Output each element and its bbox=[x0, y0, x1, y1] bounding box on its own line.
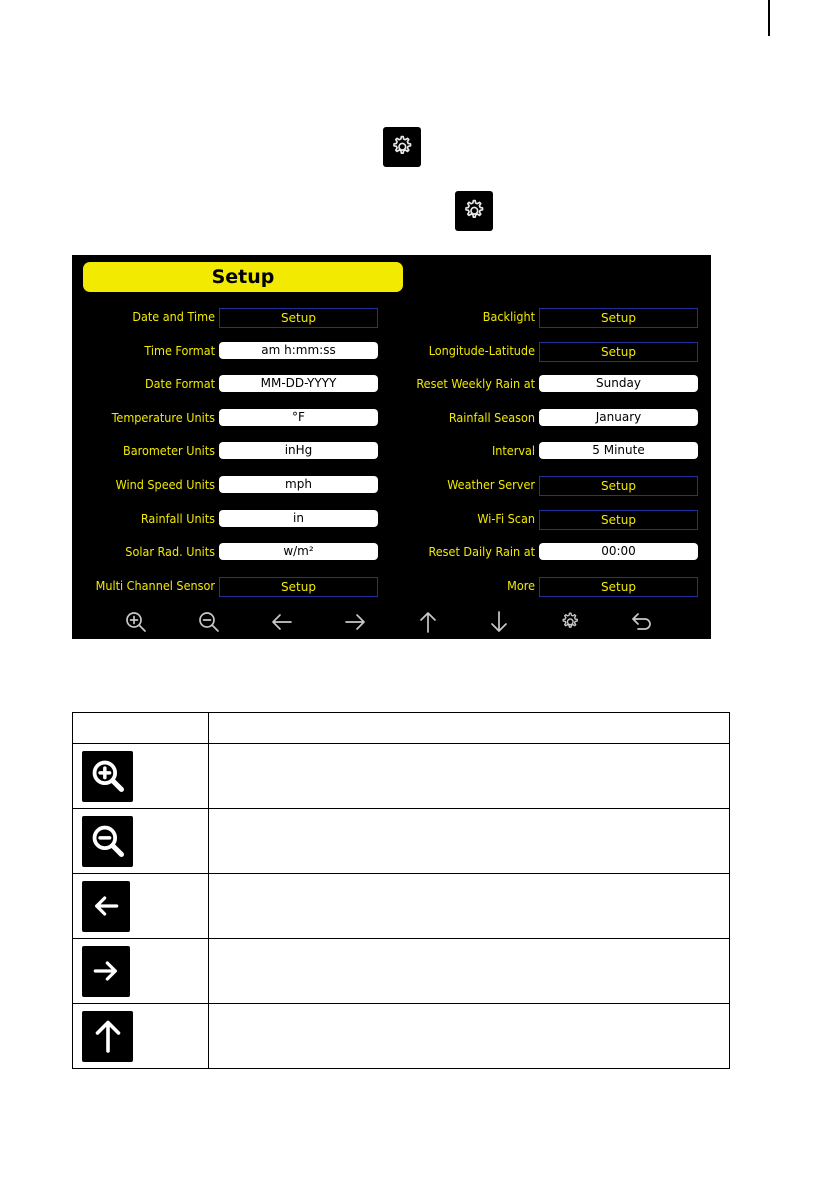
zoom-in-icon bbox=[82, 751, 133, 802]
left-setup-button[interactable]: Setup bbox=[219, 577, 378, 597]
left-setting-value[interactable]: °F bbox=[219, 409, 378, 426]
right-setup-button[interactable]: Setup bbox=[539, 342, 698, 362]
legend-description-cell bbox=[209, 1004, 730, 1069]
screen-title: Setup bbox=[83, 262, 403, 292]
legend-description-cell bbox=[209, 744, 730, 809]
arrow-up-icon bbox=[82, 1011, 133, 1062]
right-setting-label: More bbox=[507, 577, 535, 593]
right-setting-value[interactable]: 00:00 bbox=[539, 543, 698, 560]
right-setting-label: Reset Daily Rain at bbox=[428, 544, 535, 560]
legend-header-icon-cell bbox=[73, 713, 209, 744]
right-setting-label: Weather Server bbox=[447, 477, 535, 492]
arrow-left-icon bbox=[82, 881, 130, 932]
table-row bbox=[73, 939, 730, 1004]
left-setting-value[interactable]: mph bbox=[219, 476, 378, 493]
right-setting-label: Reset Weekly Rain at bbox=[416, 376, 535, 392]
right-setting-value[interactable]: January bbox=[539, 409, 698, 426]
left-setting-value[interactable]: in bbox=[219, 510, 378, 527]
left-setting-value[interactable]: inHg bbox=[219, 442, 378, 459]
legend-header-description-cell bbox=[209, 713, 730, 744]
gear-icon bbox=[383, 127, 421, 167]
left-setting-value[interactable]: w/m² bbox=[219, 543, 378, 560]
page-edge-rule bbox=[768, 0, 770, 36]
table-row bbox=[73, 809, 730, 874]
right-setting-label: Longitude-Latitude bbox=[428, 342, 535, 358]
icon-legend-table bbox=[72, 712, 730, 1069]
right-setup-button[interactable]: Setup bbox=[539, 510, 698, 530]
legend-description-cell bbox=[209, 874, 730, 939]
right-setting-label: Interval bbox=[491, 443, 535, 459]
gear-icon[interactable] bbox=[557, 609, 583, 635]
arrow-right-icon bbox=[82, 946, 130, 997]
right-setting-value[interactable]: 5 Minute bbox=[539, 442, 698, 459]
left-setting-label: Solar Rad. Units bbox=[125, 544, 215, 560]
zoom-out-icon bbox=[82, 816, 133, 867]
legend-description-cell bbox=[209, 939, 730, 1004]
gear-icon bbox=[455, 191, 493, 231]
right-setting-label: Rainfall Season bbox=[448, 409, 535, 425]
arrow-left-icon[interactable] bbox=[269, 609, 295, 635]
arrow-up-icon[interactable] bbox=[415, 609, 441, 635]
right-setup-button[interactable]: Setup bbox=[539, 308, 698, 328]
legend-description-cell bbox=[209, 809, 730, 874]
right-setup-button[interactable]: Setup bbox=[539, 577, 698, 597]
zoom-in-icon[interactable] bbox=[123, 609, 149, 635]
table-row bbox=[73, 1004, 730, 1069]
right-setting-value[interactable]: Sunday bbox=[539, 375, 698, 392]
arrow-down-icon[interactable] bbox=[486, 609, 512, 635]
right-setup-button[interactable]: Setup bbox=[539, 476, 698, 496]
table-row bbox=[73, 874, 730, 939]
table-row bbox=[73, 744, 730, 809]
legend-header-row bbox=[73, 713, 730, 744]
left-setting-value[interactable]: am h:mm:ss bbox=[219, 342, 378, 359]
left-setting-label: Date and Time bbox=[132, 309, 215, 324]
left-setting-label: Barometer Units bbox=[123, 443, 215, 459]
left-setting-label: Time Format bbox=[144, 342, 215, 358]
left-setting-label: Multi Channel Sensor bbox=[95, 577, 215, 593]
left-setting-value[interactable]: MM-DD-YYYY bbox=[219, 375, 378, 392]
left-setup-button[interactable]: Setup bbox=[219, 308, 378, 328]
right-setting-label: Wi-Fi Scan bbox=[477, 510, 535, 526]
return-icon[interactable] bbox=[628, 609, 654, 635]
left-setting-label: Temperature Units bbox=[111, 409, 215, 425]
setup-screen bbox=[72, 255, 711, 639]
left-setting-label: Date Format bbox=[144, 376, 215, 392]
zoom-out-icon[interactable] bbox=[196, 609, 222, 635]
arrow-right-icon[interactable] bbox=[342, 609, 368, 635]
right-setting-label: Backlight bbox=[482, 309, 535, 324]
left-setting-label: Rainfall Units bbox=[140, 510, 215, 526]
left-setting-label: Wind Speed Units bbox=[115, 477, 215, 492]
